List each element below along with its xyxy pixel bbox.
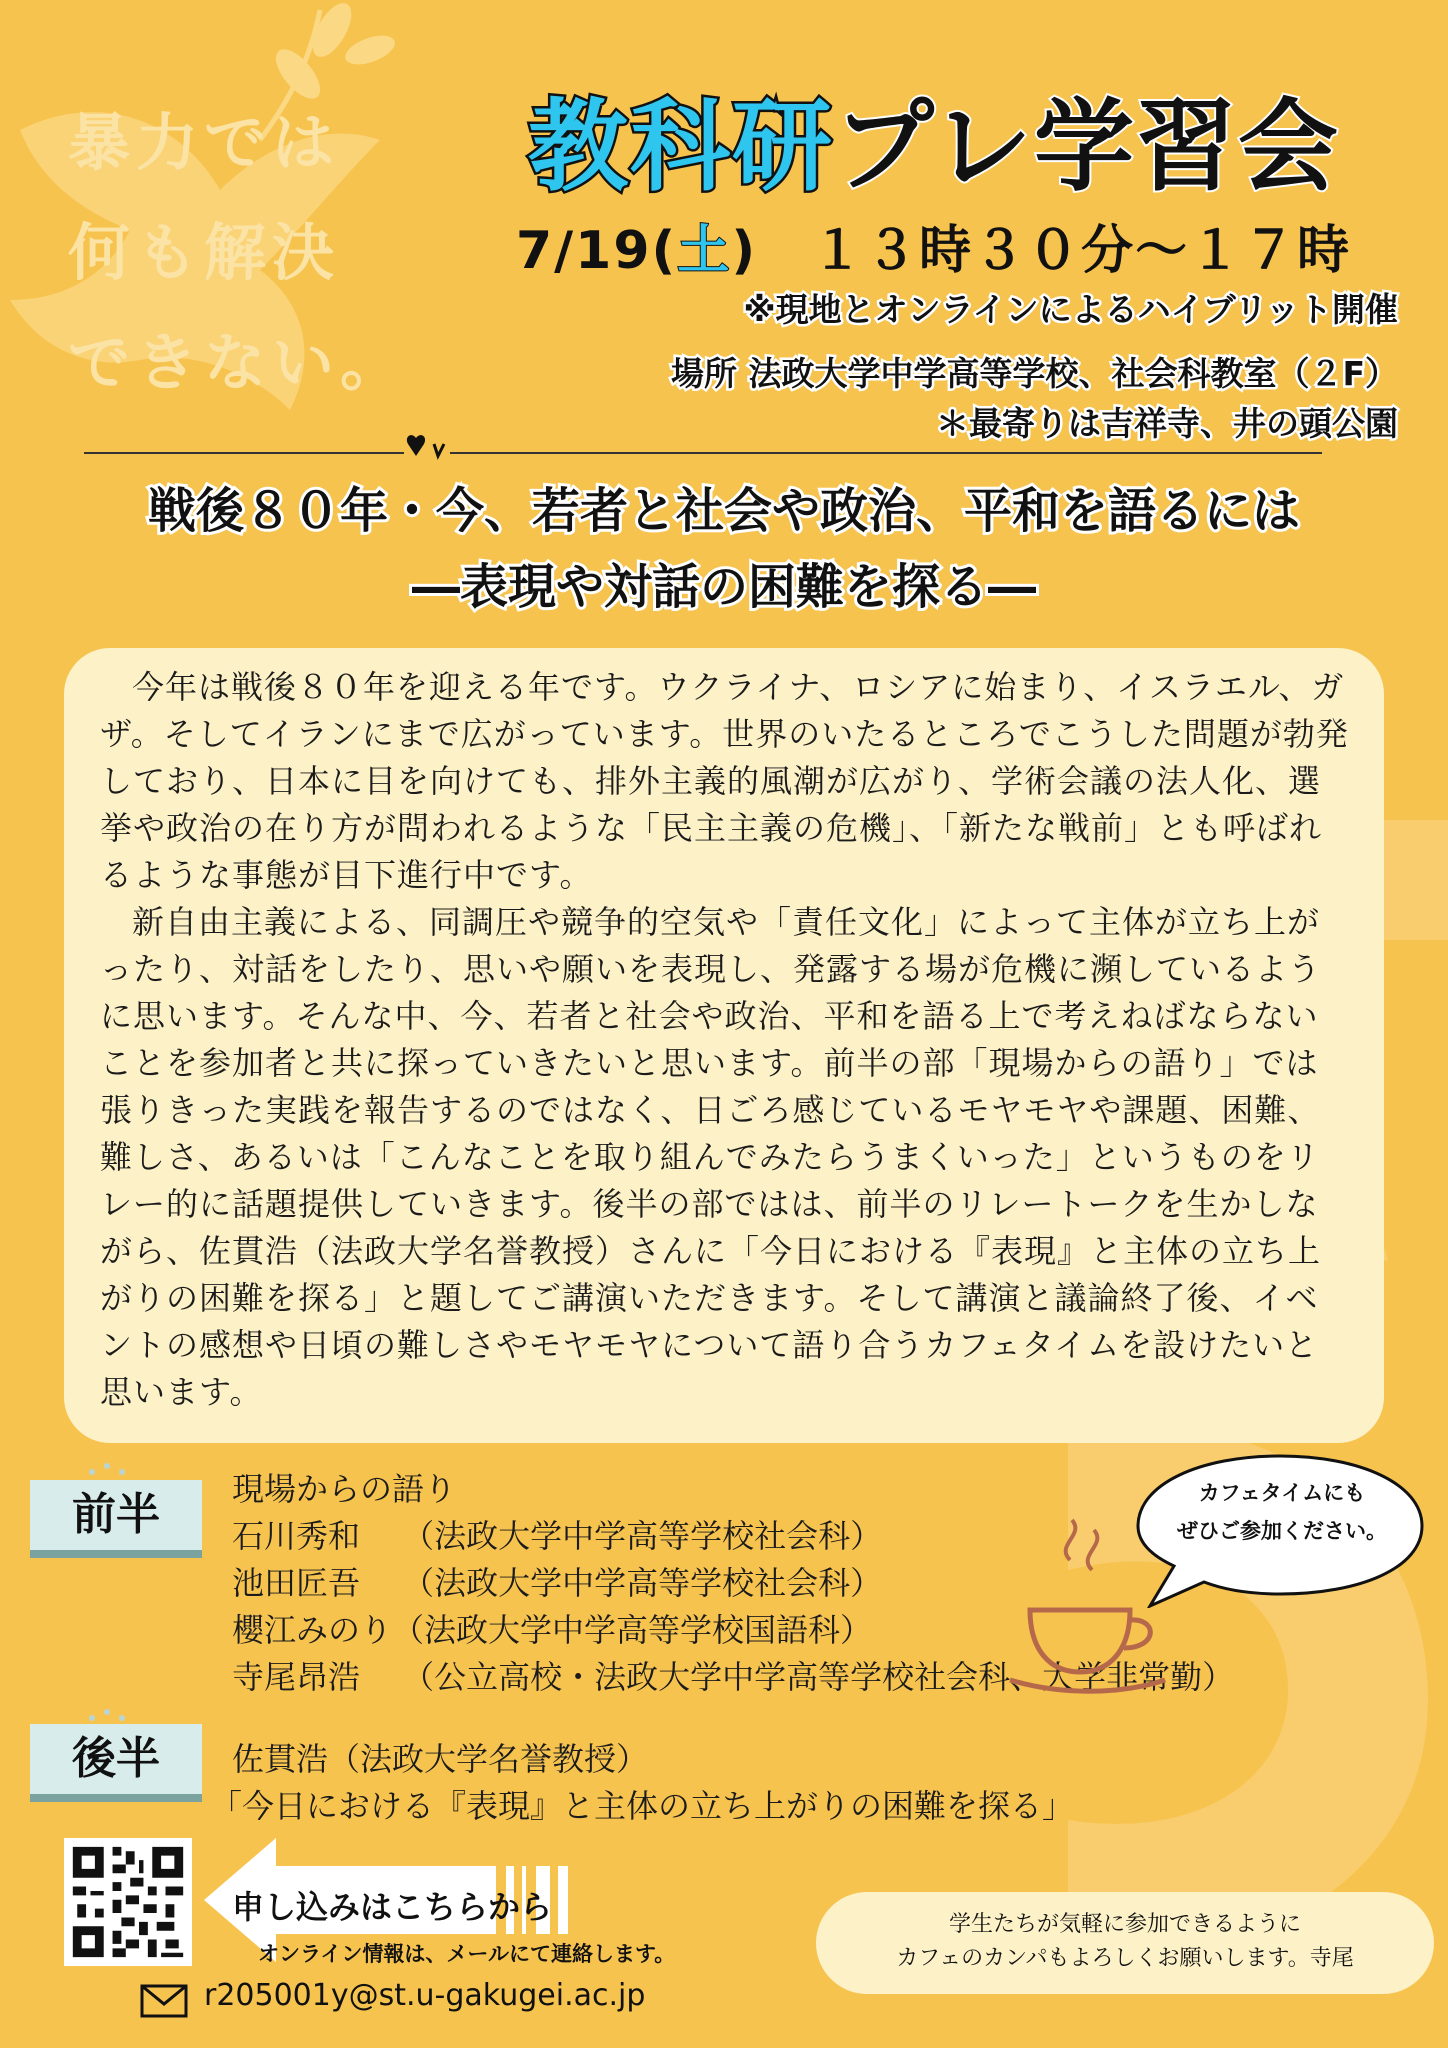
- apply-link[interactable]: 申し込みはこちらから: [232, 1888, 553, 1926]
- list-item: 池田匠吾 （法政大学中学高等学校社会科）: [232, 1564, 883, 1602]
- event-datetime: [516, 208, 1351, 283]
- note-line: カフェのカンパもよろしくお願いします。寺尾: [896, 1946, 1354, 1971]
- subheadline: ―表現や対話の困難を探る―: [411, 559, 1036, 615]
- description-paragraph: 今年は戦後８０年を迎える年です。ウクライナ、ロシアに始まり、イスラエル、ガザ。そしてイランにまで広がっています。世界のいたるところでこうした問題が勃発しており、日本に目を向けても、排外主義的風潮が広がり、学術会議の法人化、選挙や政治の在り方が問われるような「民主主義の危機」、「新たな戦前」とも呼ばれるような事態が目下進行中です。: [100, 668, 1349, 894]
- qr-code[interactable]: [64, 1838, 192, 1966]
- list-item: 櫻江みのり（法政大学中学高等学校国語科）: [232, 1611, 873, 1649]
- event-title: [528, 66, 1340, 210]
- mail-icon: [140, 1984, 188, 2018]
- bubble-line: カフェタイムにも: [1198, 1481, 1366, 1505]
- sparkle-icon: [84, 1700, 130, 1724]
- coffee-cup-icon: [1000, 1500, 1170, 1700]
- list-item: 佐貫浩（法政大学名誉教授）: [232, 1740, 649, 1778]
- headline: 戦後８０年・今、若者と社会や政治、平和を語るには: [147, 483, 1300, 539]
- date-time: ) １３時３０分～１７時: [731, 221, 1352, 281]
- divider: [84, 452, 1322, 454]
- list-item: 石川秀和 （法政大学中学高等学校社会科）: [232, 1517, 883, 1555]
- second-half-label: 後半: [30, 1724, 202, 1794]
- hybrid-note: ※現地とオンラインによるハイブリット開催: [743, 290, 1398, 329]
- title-org: 教科研: [528, 88, 834, 205]
- date-weekday: 土: [677, 221, 732, 281]
- note-line: 学生たちが気軽に参加できるように: [948, 1912, 1301, 1937]
- title-event: プレ学習会: [834, 88, 1340, 205]
- sparkle-icon: [84, 1454, 130, 1478]
- description-panel: [64, 648, 1384, 1443]
- slogan-line: できない。: [68, 326, 409, 399]
- donation-note: [816, 1892, 1434, 1994]
- heart-icon: [404, 432, 450, 462]
- list-item: 寺尾昂浩 （公立高校・法政大学中学高等学校社会科、大学非常勤）: [232, 1658, 1235, 1696]
- cafe-bubble-text: [1142, 1474, 1422, 1550]
- slogan: [68, 88, 408, 418]
- nearest-station: ＊最寄りは吉祥寺、井の頭公園: [936, 404, 1398, 443]
- second-half-list: [210, 1736, 1074, 1830]
- slogan-line: 何も解決: [68, 216, 341, 289]
- online-info: オンライン情報は、メールにて連絡します。: [258, 1942, 676, 1966]
- date-prefix: 7/19(: [516, 221, 678, 281]
- description-paragraph: 新自由主義による、同調圧や競争的空気や「責任文化」によって主体が立ち上がったり、対話をしたり、思いや願いを表現し、発露する場が危機に瀕しているように思います。そんな中、今、若者と社会や政治、平和を語る上で考えねばならないことを参加者と共に探っていきたいと思います。前半の部「現場からの語り」では張りきった実践を報告するのではなく、日ごろ感じているモヤモヤや課題、困難、難しさ、あるいは「こんなことを取り組んでみたらうまくいった」というものをリレー的に話題提供していきます。後半の部ではは、前半のリレートークを生かしながら、佐貫浩（法政大学名誉教授）さんに「今日における『表現』と主体の立ち上がりの困難を探る」と題してご講演いただきます。そして講演と議論終了後、イベントの感想や日頃の難しさやモヤモヤについて語り合うカフェタイムを設けたいと思います。: [100, 903, 1322, 1411]
- first-half-label: 前半: [30, 1480, 202, 1550]
- list-item: 「今日における『表現』と主体の立ち上がりの困難を探る」: [210, 1787, 1075, 1825]
- bubble-line: ぜひご参加ください。: [1177, 1519, 1387, 1543]
- slogan-line: 暴力では: [68, 106, 341, 179]
- venue: 場所 法政大学中学高等学校、社会科教室（２F）: [670, 354, 1398, 393]
- contact-email[interactable]: r205001y@st.u-gakugei.ac.jp: [204, 1978, 646, 2013]
- list-item: 現場からの語り: [232, 1470, 457, 1508]
